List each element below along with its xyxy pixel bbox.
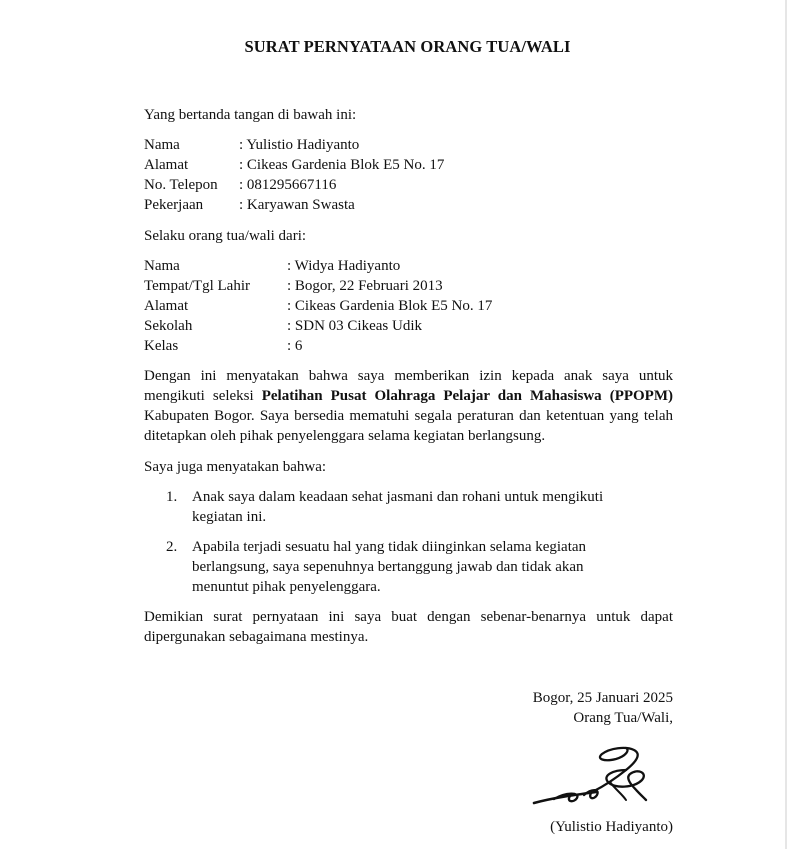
- child-value: : 6: [287, 338, 303, 354]
- parent-value: : Karyawan Swasta: [239, 197, 355, 213]
- program-name: Pelatihan Pusat Olahraga Pelajar dan Mahasiswa (PPOPM): [261, 388, 673, 404]
- child-value: : Bogor, 22 Februari 2013: [287, 278, 443, 294]
- signature-role: Orang Tua/Wali,: [573, 710, 673, 726]
- parent-label: Alamat: [144, 157, 189, 173]
- child-value: : SDN 03 Cikeas Udik: [287, 318, 422, 334]
- child-label: Sekolah: [144, 318, 193, 334]
- statement-text: Anak saya dalam keadaan sehat jasmani dan rohani untuk mengikuti kegiatan ini.: [192, 489, 604, 525]
- letter-title: SURAT PERNYATAAN ORANG TUA/WALI: [244, 37, 571, 56]
- parent-value: : Yulistio Hadiyanto: [239, 137, 360, 153]
- child-label: Nama: [144, 258, 180, 274]
- statement-number: 2.: [166, 539, 178, 555]
- statement-intro-text: Saya juga menyatakan bahwa:: [144, 459, 327, 475]
- child-label: Alamat: [144, 298, 189, 314]
- parent-value: : 081295667116: [239, 177, 337, 193]
- child-intro-text: Selaku orang tua/wali dari:: [144, 228, 307, 244]
- closing-paragraph: Demikian surat pernyataan ini saya buat dengan sebenar-benarnya untuk dapat dipergunakan sebagaimana mestinya.: [144, 609, 673, 645]
- parent-label: Nama: [144, 137, 180, 153]
- statement-item: [144, 537, 622, 597]
- child-label: Tempat/Tgl Lahir: [144, 278, 250, 294]
- handwritten-signature: [530, 742, 652, 810]
- parent-value: : Cikeas Gardenia Blok E5 No. 17: [239, 157, 445, 173]
- intro-text: Yang bertanda tangan di bawah ini:: [144, 107, 357, 123]
- parent-label: No. Telepon: [144, 177, 218, 193]
- statement-text: Apabila terjadi sesuatu hal yang tidak diinginkan selama kegiatan berlangsung, saya sepenuhnya bertanggung jawab dan tidak akan menuntut pihak penyelenggara.: [192, 539, 587, 595]
- child-value: : Widya Hadiyanto: [287, 258, 401, 274]
- child-label: Kelas: [144, 338, 179, 354]
- child-value: : Cikeas Gardenia Blok E5 No. 17: [287, 298, 493, 314]
- permission-text-start: Dengan ini menyatakan bahwa saya memberikan izin kepada anak saya untuk mengikuti seleksi: [144, 368, 673, 404]
- signature-name: (Yulistio Hadiyanto): [550, 819, 673, 835]
- parent-label: Pekerjaan: [144, 197, 204, 213]
- statement-number: 1.: [166, 489, 178, 505]
- signature-place-date: Bogor, 25 Januari 2025: [532, 690, 673, 706]
- permission-paragraph: [144, 366, 673, 446]
- statement-item: [144, 487, 622, 527]
- permission-text-end: Kabupaten Bogor. Saya bersedia mematuhi segala peraturan dan ketentuan yang telah ditetapkan oleh pihak penyelenggara selama kegiatan berlangsung.: [144, 408, 673, 444]
- statement-list: [144, 487, 673, 597]
